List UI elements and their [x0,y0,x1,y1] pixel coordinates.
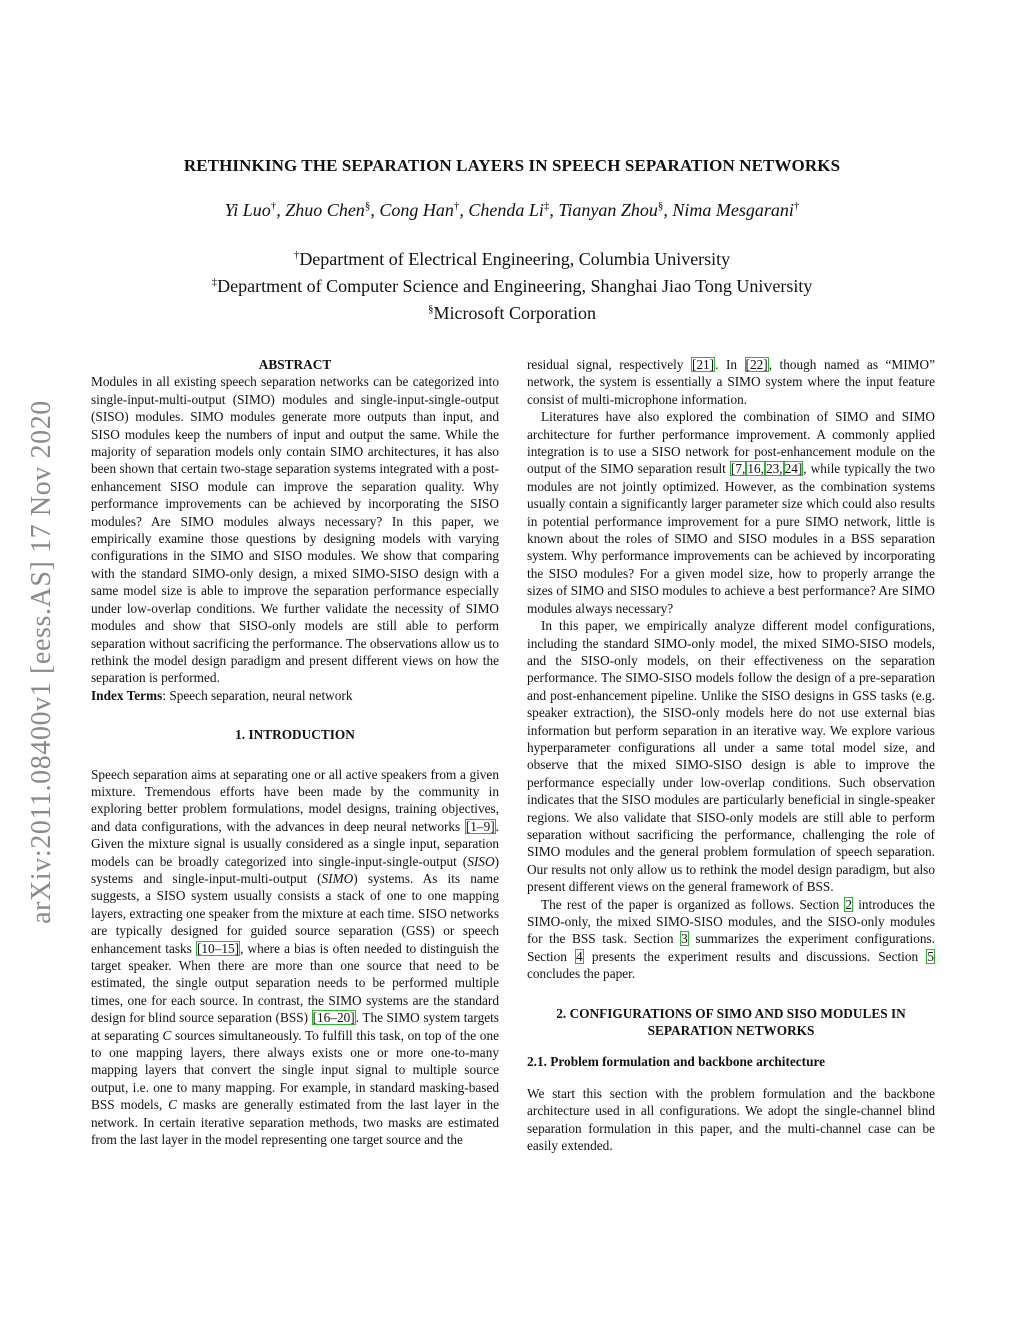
citation-link[interactable]: 23, [765,461,783,477]
abstract-text: Modules in all existing speech separation networks can be categorized into single-input-multi-output (SIMO) modules and single-input-single-output (SISO) modules. SIMO modules generate more outputs than input, and SISO modules keep the numbers of input and output the same. While the majority of separation models only contain SIMO architectures, it has also been shown that certain two-stage separation systems integrated with a post-enhancement SISO module can improve the separation quality. Why performance improvements can be achieved by incorporating the SISO modules? Are SIMO modules always necessary? In this paper, we empirically examine those questions by designing models with varying configurations in the SIMO and SISO modules. We show that comparing with the standard SIMO-only design, a mixed SIMO-SISO design with a same model size is able to improve the separation performance especially under low-overlap conditions. We further validate the necessity of SIMO modules and show that SISO-only models are still able to perform separation without sacrificing the performance. The observations allow us to rethink the model design paradigm and present different views on how the separation is performed. [91,374,499,686]
affiliation-line: †Department of Electrical Engineering, Columbia University [293,249,731,269]
subsection-heading: 2.1. Problem formulation and backbone architecture [527,1054,826,1070]
intro-paragraph: Speech separation aims at separating one or all active speakers from a given mixture. Tremendous efforts have been made by the community in exploring better problem formulations, model designs, training objectives, and data configurations, with the advances in deep neural networks [1–9]. Given the mixture signal is usually considered as a single input, separation models can be broadly categorized into single-input-single-output (SISO) systems and single-input-multi-output (SIMO) systems. As its name suggests, a SISO system usually consists a stack of one to one mapping layers, extracting one speaker from the mixture at each time. SISO networks are typically designed for guided source separation (GSS) or speech enhancement tasks [10–15], where a bias is often needed to distinguish the target speaker. When there are more than one source that need to be estimated, the single output separation needs to be performed multiple times, one for each source. In contrast, the SIMO systems are the standard design for blind source separation (BSS) [16–20]. The SIMO system targets at separating C sources simultaneously. To fulfill this task, on top of the one to one mapping layers, there always exists one or more one-to-many mapping layers that convert the single input signal to multiple source output, i.e. one to many mapping. For example, in standard masking-based BSS models, C masks are generally estimated from the last layer in the network. In certain iterative separation methods, two masks are estimated from the last layer in the model representing one target source and the [91,766,500,1148]
affiliation-line: ‡Department of Computer Science and Engineering, Shanghai Jiao Tong University [211,276,813,296]
author-list: Yi Luo†, Zhuo Chen§, Cong Han†, Chenda Li‡, Tianyan Zhou§, Nima Mesgarani† [224,200,800,220]
citation-link[interactable]: 24] [784,461,803,477]
citation-link[interactable]: [22] [745,357,768,372]
affiliation-mark: † [793,200,800,212]
author-name: Chenda Li [468,200,544,220]
section-link[interactable]: 3 [681,931,688,947]
paper-title: RETHINKING THE SEPARATION LAYERS IN SPEECH SEPARATION NETWORKS [183,156,841,175]
intro-paragraph: The rest of the paper is organized as follows. Section 2 introduces the SIMO-only, the mixed SIMO-SISO modules, and the SISO-only modules for the BSS task. Section 3 summarizes the experiment configurations. Section 4 presents the experiment results and discussions. Section 5 concludes the paper. [527,896,935,982]
citation-link[interactable]: [1–9] [465,818,495,834]
citation-link[interactable]: 16, [747,461,764,477]
affiliation-mark: † [270,200,277,212]
affiliation-mark: † [453,200,460,212]
intro-paragraph-continued: residual signal, respectively [21]. In [22], though named as “MIMO” network, the system is essentially a SIMO system where the input feature consist of multi-microphone information. [527,357,935,407]
index-terms: Index Terms: Speech separation, neural network [91,687,353,703]
intro-paragraph: In this paper, we empirically analyze different model configurations, including the standard SIMO-only model, the mixed SIMO-SISO models, and the SISO-only models, on their effectiveness on the separation performance. The SIMO-SISO models follow the design of a pre-separation and post-enhancement pipeline. Unlike the SISO designs in GSS tasks (e.g. speaker extraction), the SISO-only models here do not use external bias information but perform separation in an iterative way. We explore various hyperparameter configurations all under a same total model size, and observe that the mixed SIMO-SISO design is able to improve the performance especially under low-overlap conditions. Such observation indicates that the SISO modules are particularly beneficial in single-speaker regions. We also validate that SISO-only models are still able to perform separation without sacrificing the performance, challenging the role of SIMO modules and the general problem formulation of speech separation. Our results not only allow us to rethink the model design paradigm, but also present different views on the general framework of BSS. [527,618,935,895]
citation-link[interactable]: [16–20] [312,1010,355,1026]
affiliations [0,244,1024,325]
right-column [527,356,935,1154]
author-name: Cong Han [379,200,454,220]
section-link[interactable]: 4 [576,948,583,964]
affiliation-mark: ‡ [543,200,550,212]
left-column [91,356,499,1148]
author-name: Tianyan Zhou [558,200,658,220]
affiliation-mark: § [657,200,664,212]
section-heading-configurations: 2. CONFIGURATIONS OF SIMO AND SISO MODULES IN SEPARATION NETWORKS [556,1005,906,1039]
citation-link[interactable]: [21] [691,357,715,372]
author-name: Yi Luo [224,200,271,220]
section-heading-introduction: 1. INTRODUCTION [235,727,355,743]
affiliation-line: §Microsoft Corporation [428,303,596,323]
body-paragraph: We start this section with the problem formulation and the backbone architecture used in all configurations. We adopt the single-channel blind separation formulation in this paper, and the multi-channel case can be easily extended. [527,1085,935,1154]
section-link[interactable]: 2 [845,896,853,912]
intro-paragraph: Literatures have also explored the combination of SIMO and SIMO architecture for further performance improvement. A commonly applied integration is to use a SISO network for post-enhancement module on the output of the SIMO separation result [7, 16, 23, 24], while typically the two modules are not jointly optimized. However, as the combination systems usually contain a significantly larger parameter size which could also results in potential performance improvement for a pure SIMO network, little is known about the roles of SIMO and SISO modules in a BSS separation system. Why performance improvements can be achieved by incorporating the SISO modules? For a given model size, how to properly arrange the sizes of SIMO and SISO modules to achieve a best performance? Are SIMO modules always necessary? [527,409,935,616]
abstract-heading: ABSTRACT [258,357,332,372]
author-name: Zhuo Chen [285,200,365,220]
affiliation-mark: § [364,200,371,212]
citation-link[interactable]: [7, [730,461,746,477]
citation-link[interactable]: [10–15] [196,940,240,956]
arxiv-id-text[interactable]: arXiv:2011.08400v1 [eess.AS] 17 Nov 2020 [26,400,57,924]
section-link[interactable]: 5 [927,948,934,964]
author-name: Nima Mesgarani [672,200,794,220]
